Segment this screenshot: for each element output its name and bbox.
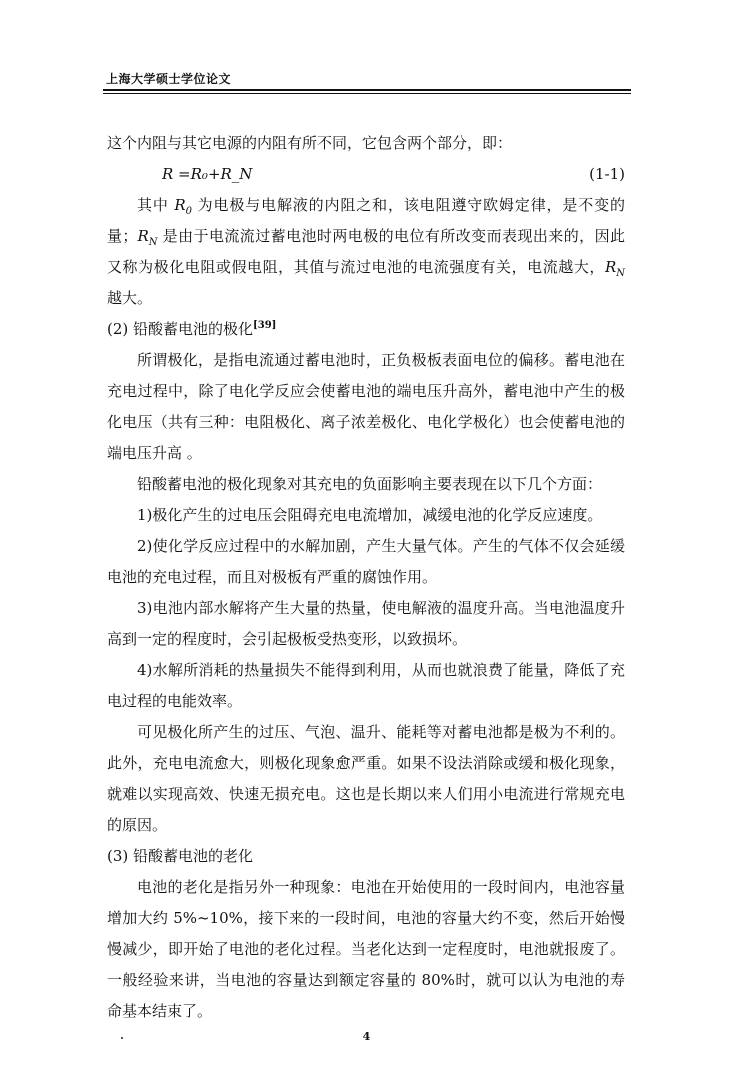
running-header: 上海大学硕士学位论文 xyxy=(106,72,232,86)
subscript: 0 xyxy=(185,206,193,217)
text-run: 是由于电流流过蓄电池时两电极的电位有所改变而表现出来的，因此又称为极化电阻或假电阻，其值与流过电池的电流强度有关，电流越大， xyxy=(107,227,625,276)
polarization-paragraph: 所谓极化，是指电流通过蓄电池时，正负极板表面电位的偏移。蓄电池在充电过程中，除了电化学反应会使蓄电池的端电压升高外，蓄电池中产生的极化电压（共有三种：电阻极化、离子浓差极化、电化学极化）也会使蓄电池的端电压升高 。 xyxy=(107,351,625,462)
conclusion-paragraph: 可见极化所产生的过压、气泡、温升、能耗等对蓄电池都是极为不利的。此外，充电电流愈大，则极化现象愈严重。如果不设法消除或缓和极化现象，就难以实现高效、快速无损充电。这也是长期以来人们用小电流进行常规充电的原因。 xyxy=(107,723,625,834)
effect-item: 1)极化产生的过电压会阻碍充电电流增加，减缓电池的化学反应速度。 xyxy=(137,506,603,524)
aging-paragraph: 电池的老化是指另外一种现象：电池在开始使用的一段时间内，电池容量增加大约 5%~10%，接下来的一段时间，电池的容量大约不变，然后开始慢慢减少，即开始了电池的老化过程。当老化达到一定程度时，电池就报废了。一般经验来讲，当电池的容量达到额定容量的 80%时，就可以认为电池的寿命基本结束了。 xyxy=(107,878,625,1020)
page-number: 4 xyxy=(362,1030,371,1043)
intro-paragraph: 这个内阻与其它电源的内阻有所不同，它包含两个部分，即： xyxy=(107,134,513,152)
symbol-r: R xyxy=(604,258,617,276)
effect-item: 2)使化学反应过程中的水解加剧，产生大量气体。产生的气体不仅会延缓电池的充电过程，而且对极板有严重的腐蚀作用。 xyxy=(107,537,625,586)
effect-item: 3)电池内部水解将产生大量的热量，使电解液的温度升高。当电池温度升高到一定的程度时，会引起极板受热变形，以致损坏。 xyxy=(107,599,625,648)
symbol-r: R xyxy=(137,227,149,245)
equation-number: (1-1) xyxy=(589,165,625,183)
section-heading-aging: (3) 铅酸蓄电池的老化 xyxy=(107,847,254,865)
heading-text: (2) 铅酸蓄电池的极化 xyxy=(107,320,254,338)
subscript: N xyxy=(616,268,625,279)
text-run: 其中 xyxy=(137,196,175,214)
symbol-r: R xyxy=(174,196,186,214)
section-heading-polarization xyxy=(107,314,625,345)
effect-item: 4)水解所消耗的热量损失不能得到利用，从而也就浪费了能量，降低了充电过程的电能效率。 xyxy=(107,661,625,710)
citation-ref: [39] xyxy=(253,320,277,331)
subscript: N xyxy=(148,237,158,248)
text-run: 为电极与电解液的内阻之和，该电阻遵守欧姆定律，是不变的量； xyxy=(107,196,625,245)
equation-1-1 xyxy=(107,159,625,190)
header-rule xyxy=(103,89,631,91)
text-run: 越大。 xyxy=(107,289,153,307)
header-rule-thin xyxy=(103,93,631,94)
effects-intro-paragraph: 铅酸蓄电池的极化现象对其充电的负面影响主要表现在以下几个方面： xyxy=(137,475,603,493)
equation-expression: R =R₀+R_N xyxy=(162,165,253,183)
page-body xyxy=(107,128,625,1027)
explanation-paragraph xyxy=(107,190,625,314)
